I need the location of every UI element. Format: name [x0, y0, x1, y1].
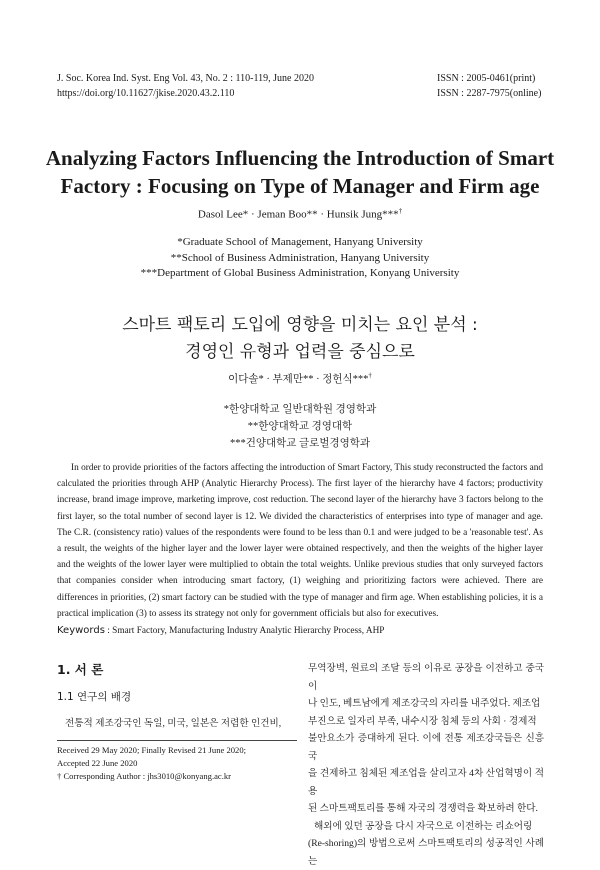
authors-ko [0, 371, 600, 386]
body-line: 불안요소가 증대하게 된다. 이에 전통 제조강국들은 신흥국 [308, 733, 544, 762]
body-line: 무역장벽, 원료의 조달 등의 이유로 공장을 이전하고 중국이 [308, 663, 544, 692]
keywords-separator: : [104, 626, 113, 636]
title-ko-line-2: 경영인 유형과 업력을 중심으로 [185, 342, 415, 362]
authors-en [0, 207, 600, 221]
left-column-paragraph: 전통적 제조강국인 독일, 미국, 일본은 저렴한 인건비, [65, 718, 282, 729]
right-column-text [308, 660, 544, 870]
footnotes [57, 744, 307, 783]
body-line: 부진으로 일자리 부족, 내수시장 침체 등의 사회 · 경제적 [308, 715, 537, 727]
affiliations-en [0, 235, 600, 282]
keywords [57, 625, 543, 636]
corresponding-mark-ko: † [368, 371, 372, 380]
authors-en-names: Dasol Lee* · Jeman Boo** · Hunsik Jung*** [197, 208, 399, 221]
corresponding-mark: † [398, 207, 403, 215]
corresponding-author [57, 770, 307, 783]
body-line: 해외에 있던 공장을 다시 자국으로 이전하는 리쇼어링 [314, 820, 533, 832]
body-line: 을 견제하고 침체된 제조업을 살리고자 4차 산업혁명이 적용 [308, 768, 544, 797]
footnote-divider [57, 740, 297, 741]
title-en-line-1: Analyzing Factors Influencing the Introduction of Smart [45, 146, 555, 170]
issn-print: ISSN : 2005-0461(print) [437, 73, 536, 84]
affiliation-ko-1: *한양대학교 일반대학원 경영학과 [223, 404, 377, 415]
body-line: (Re-shoring)의 방법으로써 스마트팩토리의 성공적인 사례는 [308, 838, 544, 867]
paper-title-en [30, 144, 570, 200]
keywords-text: Smart Factory, Manufacturing Industry Analytic Hierarchy Process, AHP [112, 626, 385, 636]
affiliations-ko [0, 401, 600, 452]
corresponding-author-text: Corresponding Author : jhs3010@konyang.ac.kr [63, 771, 232, 781]
affiliation-en-1: *Graduate School of Management, Hanyang University [177, 236, 423, 248]
title-en-line-2: Factory : Focusing on Type of Manager and Firm age [60, 174, 540, 198]
accepted-date: Accepted 22 June 2020 [57, 758, 138, 768]
authors-ko-names: 이다솔* · 부제만** · 정헌식*** [228, 374, 369, 385]
section-heading: 1. 서 론 [57, 662, 104, 677]
corresponding-dagger: † [57, 771, 62, 781]
doi-link[interactable]: https://doi.org/10.11627/jkise.2020.43.2.110 [57, 88, 235, 99]
affiliation-ko-3: ***건양대학교 글로벌경영학과 [229, 438, 371, 449]
affiliation-en-2: **School of Business Administration, Hanyang University [170, 251, 430, 264]
affiliation-ko-2: **한양대학교 경영대학 [247, 421, 353, 432]
title-ko-line-1: 스마트 팩토리 도입에 영향을 미치는 요인 분석 : [122, 315, 478, 335]
paper-title-ko [30, 312, 570, 366]
issn-online: ISSN : 2287-7975(online) [437, 88, 542, 99]
journal-citation: J. Soc. Korea Ind. Syst. Eng Vol. 43, No. 2 : 110-119, June 2020 [57, 73, 314, 84]
abstract [57, 460, 543, 622]
abstract-text: In order to provide priorities of the factors affecting the introduction of Smart Factory, This study reconstructed the factors and calculated the priorities through AHP (Analytic Hierarchy Process). The first layer of the hierarchy have 4 factors; productivity increase, brand image improve, marketing improve, cost reduction. The second layer of the hierarchy have 3 factors belong to the first layer, so the total number of second layer is 12. We divided the characteristics of enterprises into type of manager and age. The C.R. (consistency ratio) values of the respondents were found to be less than 0.1 and were judged to be a 'reasonable test'. As a result, the weights of the higher layer and the lower layer were obtained respectively, and then the weights of the higher layer and the weights of the lower layer were multiplied to obtain the total weights. Unlike previous studies that only surveyed factors that companies consider when introducing smart factory, (1) weighing and prioritizing factors were achieved. There are differences in priorities, (2) smart factory can be studied with the type of manager and firm age. When establishing policies, it is a practical implication (3) to assess its strategy not only for government officials but also for executives. [57, 463, 543, 619]
subsection-heading: 1.1 연구의 배경 [57, 691, 132, 703]
body-line: 나 인도, 베트남에게 제조강국의 자리를 내주었다. 제조업 [308, 698, 541, 709]
affiliation-en-3: ***Department of Global Business Administration, Konyang University [140, 267, 460, 279]
keywords-label: Keywords [57, 625, 105, 636]
received-date: Received 29 May 2020; Finally Revised 21 June 2020; [57, 745, 247, 755]
body-line: 된 스마트팩토리를 통해 자국의 경쟁력을 확보하려 한다. [308, 803, 538, 814]
